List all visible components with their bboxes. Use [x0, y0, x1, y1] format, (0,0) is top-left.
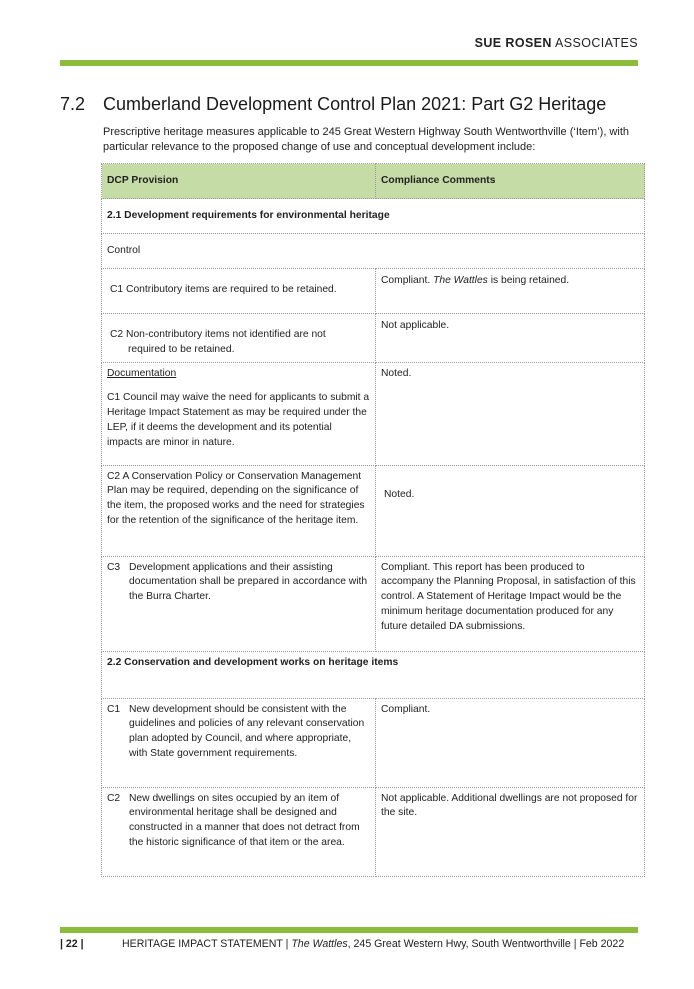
provision-cell — [102, 787, 376, 876]
footer-text-end: , 245 Great Western Hwy, South Wentworthville | Feb 2022 — [347, 938, 625, 950]
section-row — [102, 199, 645, 234]
control-label: C1 — [107, 703, 121, 715]
comment-text-end: is being retained. — [487, 275, 570, 286]
table-row — [102, 314, 645, 363]
provision-text: C2 Non-contributory items not identified are not — [110, 329, 326, 340]
control-row — [102, 234, 645, 269]
section-label: 2.1 Development requirements for environmental heritage — [102, 199, 645, 234]
table-row — [102, 362, 645, 465]
comment-cell — [376, 269, 645, 314]
comment-cell: Not applicable. — [376, 314, 645, 363]
dcp-table — [101, 163, 645, 877]
control-label: C2 — [107, 792, 121, 804]
provision-cell — [102, 698, 376, 787]
table-row — [102, 269, 645, 314]
top-rule — [60, 60, 638, 66]
comment-cell: Compliant. — [376, 698, 645, 787]
control-label: Control — [102, 234, 645, 269]
comment-cell: Not applicable. Additional dwellings are not proposed for the site. — [376, 787, 645, 876]
header-dcp-provision: DCP Provision — [102, 164, 376, 199]
intro-paragraph: Prescriptive heritage measures applicable to 245 Great Western Highway South Wentworthville (‘Item’), with particular relevance to the proposed change of use and conceptual development include: — [103, 126, 629, 153]
section-number: 7.2 — [60, 94, 86, 114]
provision-text: Development applications and their assisting documentation shall be prepared in accordance with the Burra Charter. — [129, 561, 368, 603]
footer-italic: The Wattles — [291, 938, 348, 950]
table-row — [102, 465, 645, 556]
provision-cell — [102, 269, 376, 314]
comment-text: Compliant. — [381, 275, 434, 286]
comment-cell: Noted. — [376, 465, 645, 556]
brand-logo — [475, 36, 638, 50]
provision-text: New development should be consistent with the guidelines and policies of any relevant conservation plan adopted by Council, and where appropriate, with State government requirements. — [129, 703, 365, 759]
page-number: | 22 | — [60, 938, 84, 950]
table-row — [102, 556, 645, 651]
section-label: 2.2 Conservation and development works on heritage items — [102, 651, 645, 698]
control-label: C3 — [107, 561, 121, 573]
section-row — [102, 651, 645, 698]
comment-italic: The Wattles — [433, 275, 488, 286]
table-header-row — [102, 164, 645, 199]
brand-rest: ASSOCIATES — [551, 36, 638, 50]
provision-cell — [102, 314, 376, 363]
table-row — [102, 787, 645, 876]
provision-text-cont: required to be retained. — [128, 343, 235, 355]
table-row — [102, 698, 645, 787]
provision-cell — [102, 556, 376, 651]
brand-bold: SUE ROSEN — [474, 36, 552, 50]
section-title: Cumberland Development Control Plan 2021: Part G2 Heritage — [103, 94, 607, 114]
bottom-rule — [60, 927, 638, 933]
documentation-heading: Documentation — [107, 367, 177, 379]
comment-cell: Compliant. This report has been produced to accompany the Planning Proposal, in satisfaction of this control. A Statement of Heritage Impact would be the minimum heritage documentation produced for any future detailed DA submissions. — [376, 556, 645, 651]
comment-cell: Noted. — [376, 362, 645, 465]
provision-text: C1 Contributory items are required to be retained. — [110, 284, 337, 295]
section-heading — [60, 94, 606, 115]
provision-text: New dwellings on sites occupied by an item of environmental heritage shall be designed and constructed in a manner that does not detract from the historic significance of that item or the area. — [129, 792, 360, 848]
header-compliance-comments: Compliance Comments — [376, 164, 645, 199]
footer-text: HERITAGE IMPACT STATEMENT | — [122, 938, 292, 950]
provision-text: C1 Council may waive the need for applicants to submit a Heritage Impact Statement as may be required under the LEP, if it deems the development and its potential impacts are minor in nature. — [107, 392, 370, 448]
page-footer — [60, 938, 640, 950]
provision-cell — [102, 362, 376, 465]
provision-cell: C2 A Conservation Policy or Conservation Management Plan may be required, depending on the significance of the item, the proposed works and the need for strategies for the retention of the significance of the heritage item. — [102, 465, 376, 556]
